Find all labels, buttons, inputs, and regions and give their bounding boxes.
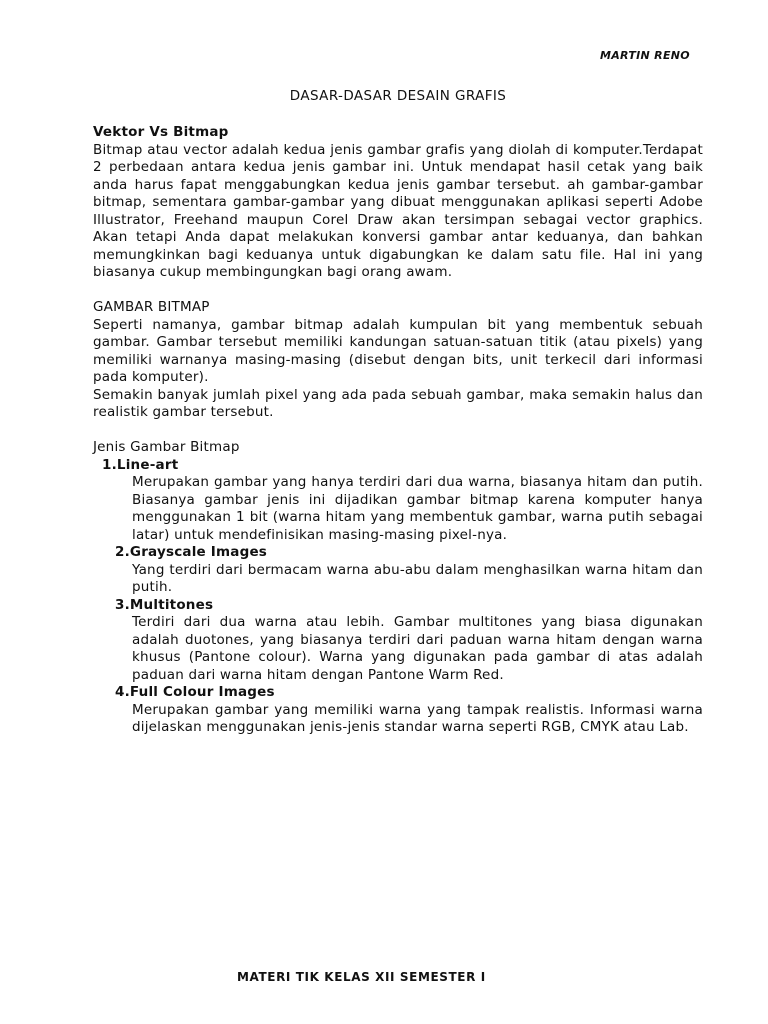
spacer — [93, 422, 703, 440]
list-item — [93, 597, 703, 685]
list-item-heading: 2.Grayscale Images — [115, 544, 268, 560]
document-page — [93, 86, 703, 737]
list-item-heading: 1.Line-art — [102, 456, 179, 473]
list-item — [93, 684, 703, 737]
list-item-heading: 4.Full Colour Images — [115, 684, 275, 700]
section-heading: GAMBAR BITMAP — [93, 299, 210, 315]
list-item-text: Terdiri dari dua warna atau lebih. Gambar multitones yang biasa digunakan adalah duotones, yang biasanya terdiri dari paduan warna hitam dengan warna khusus (Pantone colour). Warna yang digunakan pada gambar di atas adalah paduan dari warna hitam dengan Pantone Warm Red. — [132, 614, 703, 683]
header-author: MARTIN RENO — [600, 49, 690, 62]
list-item-text: Yang terdiri dari bermacam warna abu-abu dalam menghasilkan warna hitam dan putih. — [132, 561, 703, 595]
section-jenis-gambar-bitmap — [93, 439, 703, 737]
paragraph: Bitmap atau vector adalah kedua jenis gambar grafis yang diolah di komputer.Terdapat 2 perbedaan antara kedua jenis gambar ini. Untuk mendapat hasil cetak yang baik anda harus fapat menggabungkan kedua jenis gambar tersebut. ah gambar-gambar bitmap, sementara gambar-gambar yang dibuat menggunakan aplikasi seperti Adobe Illustrator, Freehand maupun Corel Draw akan tersimpan sebagai vector graphics. Akan tetapi Anda dapat melakukan konversi gambar antar keduanya, dan bahkan memungkinkan bagi keduanya untuk digabungkan ke dalam satu file. Hal ini yang biasanya cukup membingungkan bagi orang awam. — [93, 141, 703, 280]
document-title: DASAR-DASAR DESAIN GRAFIS — [289, 88, 507, 104]
paragraph: Seperti namanya, gambar bitmap adalah kumpulan bit yang membentuk sebuah gambar. Gambar tersebut memiliki kandungan satuan-satuan titik (atau pixels) yang memiliki warnanya masing-masing (disebut dengan bits, unit terkecil dari informasi pada komputer). — [93, 316, 703, 385]
section-heading: Jenis Gambar Bitmap — [93, 439, 240, 455]
section-vektor-vs-bitmap — [93, 124, 703, 282]
section-gambar-bitmap — [93, 299, 703, 422]
list-item — [93, 544, 703, 597]
list-item-text: Merupakan gambar yang memiliki warna yang tampak realistis. Informasi warna dijelaskan menggunakan jenis-jenis standar warna seperti RGB, CMYK atau Lab. — [132, 701, 703, 735]
list-item — [93, 457, 703, 545]
bitmap-types-list — [93, 457, 703, 737]
section-heading: Vektor Vs Bitmap — [93, 124, 229, 140]
footer-text: MATERI TIK KELAS XII SEMESTER I — [237, 970, 486, 984]
spacer — [93, 282, 703, 300]
list-item-text: Merupakan gambar yang hanya terdiri dari dua warna, biasanya hitam dan putih. Biasanya gambar jenis ini dijadikan gambar bitmap karena komputer hanya menggunakan 1 bit (warna hitam yang membentuk gambar, warna putih sebagai latar) untuk mendefinisikan masing-masing pixel-nya. — [132, 474, 703, 543]
list-item-heading: 3.Multitones — [115, 596, 214, 613]
paragraph: Semakin banyak jumlah pixel yang ada pada sebuah gambar, maka semakin halus dan realistik gambar tersebut. — [93, 386, 703, 420]
